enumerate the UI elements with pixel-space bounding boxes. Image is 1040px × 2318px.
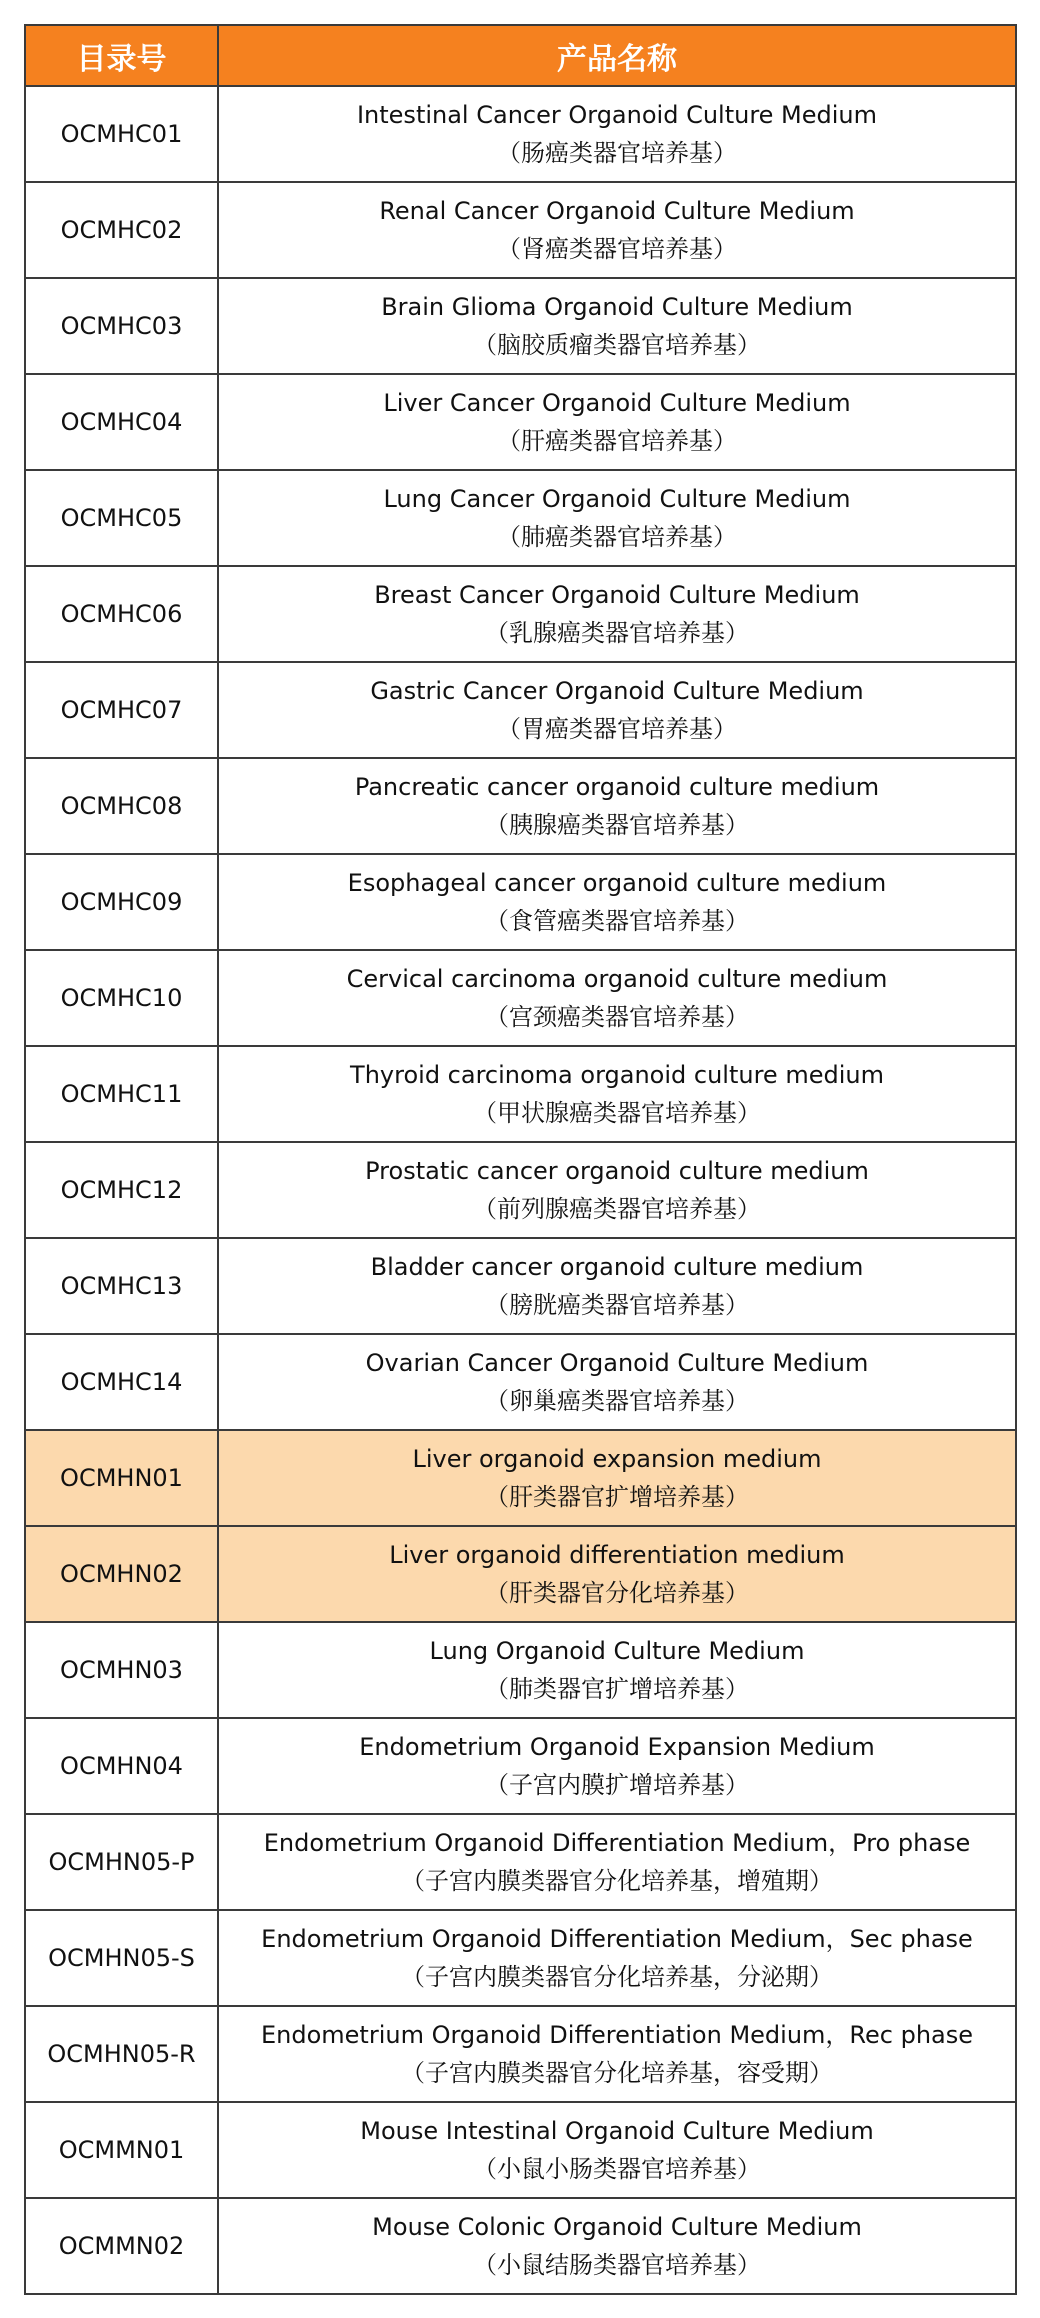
table-row [25, 758, 1016, 854]
column-header-catalog-number: 目录号 [25, 25, 218, 86]
table-row [25, 1142, 1016, 1238]
product-name-cell [218, 470, 1016, 566]
product-name-chinese: （肺类器官扩增培养基） [485, 1675, 749, 1703]
product-name-english: Endometrium Organoid Expansion Medium [359, 1733, 875, 1761]
product-name-cell [218, 2006, 1016, 2102]
table-row [25, 1526, 1016, 1622]
product-name-cell [218, 1718, 1016, 1814]
product-name-chinese: （肝癌类器官培养基） [497, 427, 737, 455]
product-name-chinese: （脑胶质瘤类器官培养基） [473, 331, 761, 359]
table-row [25, 2006, 1016, 2102]
product-name-chinese: （甲状腺癌类器官培养基） [473, 1099, 761, 1127]
product-name-cell [218, 374, 1016, 470]
table-row [25, 662, 1016, 758]
product-name-cell [218, 950, 1016, 1046]
product-name-english: Endometrium Organoid Differentiation Medium，Sec phase [261, 1925, 973, 1953]
product-name-english: Liver organoid expansion medium [412, 1445, 822, 1473]
column-header-product-name: 产品名称 [218, 25, 1016, 86]
table-row [25, 86, 1016, 182]
product-name-english: Lung Organoid Culture Medium [429, 1637, 805, 1665]
product-name-english: Cervical carcinoma organoid culture medium [346, 965, 888, 993]
catalog-number-cell: OCMHC06 [25, 566, 218, 662]
table-row [25, 1430, 1016, 1526]
catalog-number-cell: OCMHC04 [25, 374, 218, 470]
table-row [25, 854, 1016, 950]
catalog-number-cell: OCMHC11 [25, 1046, 218, 1142]
product-name-cell [218, 1430, 1016, 1526]
product-name-english: Esophageal cancer organoid culture medium [347, 869, 887, 897]
product-name-chinese: （卵巢癌类器官培养基） [485, 1387, 749, 1415]
product-name-english: Intestinal Cancer Organoid Culture Medium [356, 101, 878, 129]
product-name-cell [218, 758, 1016, 854]
table-header-row [25, 25, 1016, 86]
product-name-chinese: （子宫内膜扩增培养基） [485, 1771, 749, 1799]
catalog-number-cell: OCMHC14 [25, 1334, 218, 1430]
product-name-cell [218, 854, 1016, 950]
product-name-chinese: （子宫内膜类器官分化培养基，容受期） [401, 2059, 833, 2087]
product-name-chinese: （肝类器官扩增培养基） [485, 1483, 749, 1511]
table-row [25, 1334, 1016, 1430]
product-name-chinese: （肾癌类器官培养基） [497, 235, 737, 263]
product-name-chinese: （子宫内膜类器官分化培养基，分泌期） [401, 1963, 833, 1991]
catalog-number-cell: OCMHN04 [25, 1718, 218, 1814]
catalog-number-cell: OCMHC01 [25, 86, 218, 182]
product-name-chinese: （膀胱癌类器官培养基） [485, 1291, 749, 1319]
product-name-chinese: （前列腺癌类器官培养基） [473, 1195, 761, 1223]
product-name-cell [218, 1910, 1016, 2006]
product-name-english: Breast Cancer Organoid Culture Medium [374, 581, 860, 609]
product-name-english: Mouse Intestinal Organoid Culture Medium [360, 2117, 874, 2145]
product-name-english: Endometrium Organoid Differentiation Medium，Rec phase [260, 2021, 974, 2049]
catalog-number-cell: OCMHN05-P [25, 1814, 218, 1910]
table-row [25, 470, 1016, 566]
catalog-number-cell: OCMHN05-R [25, 2006, 218, 2102]
product-name-english: Renal Cancer Organoid Culture Medium [379, 197, 855, 225]
table-row [25, 2102, 1016, 2198]
product-name-cell [218, 662, 1016, 758]
product-name-cell [218, 278, 1016, 374]
product-name-chinese: （肠癌类器官培养基） [497, 139, 737, 167]
product-name-english: Prostatic cancer organoid culture medium [365, 1157, 869, 1185]
catalog-number-cell: OCMHC02 [25, 182, 218, 278]
product-name-cell [218, 1622, 1016, 1718]
product-name-cell [218, 1526, 1016, 1622]
table-row [25, 374, 1016, 470]
table-row [25, 950, 1016, 1046]
product-name-english: Liver Cancer Organoid Culture Medium [383, 389, 851, 417]
catalog-number-cell: OCMHC07 [25, 662, 218, 758]
product-name-cell [218, 1814, 1016, 1910]
product-name-cell [218, 1046, 1016, 1142]
table-row [25, 1238, 1016, 1334]
catalog-number-cell: OCMHC05 [25, 470, 218, 566]
product-name-cell [218, 1334, 1016, 1430]
product-name-chinese: （肝类器官分化培养基） [485, 1579, 749, 1607]
table-row [25, 566, 1016, 662]
catalog-number-cell: OCMHC03 [25, 278, 218, 374]
catalog-number-cell: OCMHN01 [25, 1430, 218, 1526]
product-name-cell [218, 1238, 1016, 1334]
product-name-english: Endometrium Organoid Differentiation Medium，Pro phase [263, 1829, 971, 1857]
table-row [25, 2198, 1016, 2294]
product-name-chinese: （胃癌类器官培养基） [497, 715, 737, 743]
product-name-chinese: （小鼠结肠类器官培养基） [473, 2251, 761, 2279]
table-row [25, 1814, 1016, 1910]
product-name-chinese: （宫颈癌类器官培养基） [485, 1003, 749, 1031]
catalog-number-cell: OCMMN01 [25, 2102, 218, 2198]
catalog-number-cell: OCMHN03 [25, 1622, 218, 1718]
table-row [25, 278, 1016, 374]
table-row [25, 1910, 1016, 2006]
product-name-english: Lung Cancer Organoid Culture Medium [383, 485, 851, 513]
product-name-chinese: （子宫内膜类器官分化培养基，增殖期） [401, 1867, 833, 1895]
product-name-cell [218, 182, 1016, 278]
catalog-number-cell: OCMHC08 [25, 758, 218, 854]
table-row [25, 182, 1016, 278]
table-row [25, 1718, 1016, 1814]
catalog-number-cell: OCMMN02 [25, 2198, 218, 2294]
product-name-chinese: （食管癌类器官培养基） [485, 907, 749, 935]
product-name-chinese: （胰腺癌类器官培养基） [485, 811, 749, 839]
product-name-chinese: （乳腺癌类器官培养基） [485, 619, 749, 647]
product-name-english: Ovarian Cancer Organoid Culture Medium [365, 1349, 869, 1377]
product-name-english: Gastric Cancer Organoid Culture Medium [370, 677, 864, 705]
product-name-english: Liver organoid differentiation medium [389, 1541, 845, 1569]
product-name-cell [218, 86, 1016, 182]
product-name-chinese: （小鼠小肠类器官培养基） [473, 2155, 761, 2183]
catalog-number-cell: OCMHN05-S [25, 1910, 218, 2006]
table-row [25, 1622, 1016, 1718]
catalog-number-cell: OCMHN02 [25, 1526, 218, 1622]
product-name-english: Bladder cancer organoid culture medium [370, 1253, 864, 1281]
product-table [24, 24, 1017, 2295]
product-name-english: Mouse Colonic Organoid Culture Medium [372, 2213, 862, 2241]
product-name-cell [218, 566, 1016, 662]
catalog-number-cell: OCMHC12 [25, 1142, 218, 1238]
product-name-english: Brain Glioma Organoid Culture Medium [381, 293, 853, 321]
product-name-cell [218, 1142, 1016, 1238]
product-name-english: Thyroid carcinoma organoid culture medium [350, 1061, 884, 1089]
product-name-cell [218, 2102, 1016, 2198]
product-name-cell [218, 2198, 1016, 2294]
product-name-chinese: （肺癌类器官培养基） [497, 523, 737, 551]
catalog-number-cell: OCMHC10 [25, 950, 218, 1046]
catalog-number-cell: OCMHC13 [25, 1238, 218, 1334]
table-body [25, 86, 1016, 2294]
product-name-english: Pancreatic cancer organoid culture medium [354, 773, 880, 801]
table-row [25, 1046, 1016, 1142]
catalog-number-cell: OCMHC09 [25, 854, 218, 950]
